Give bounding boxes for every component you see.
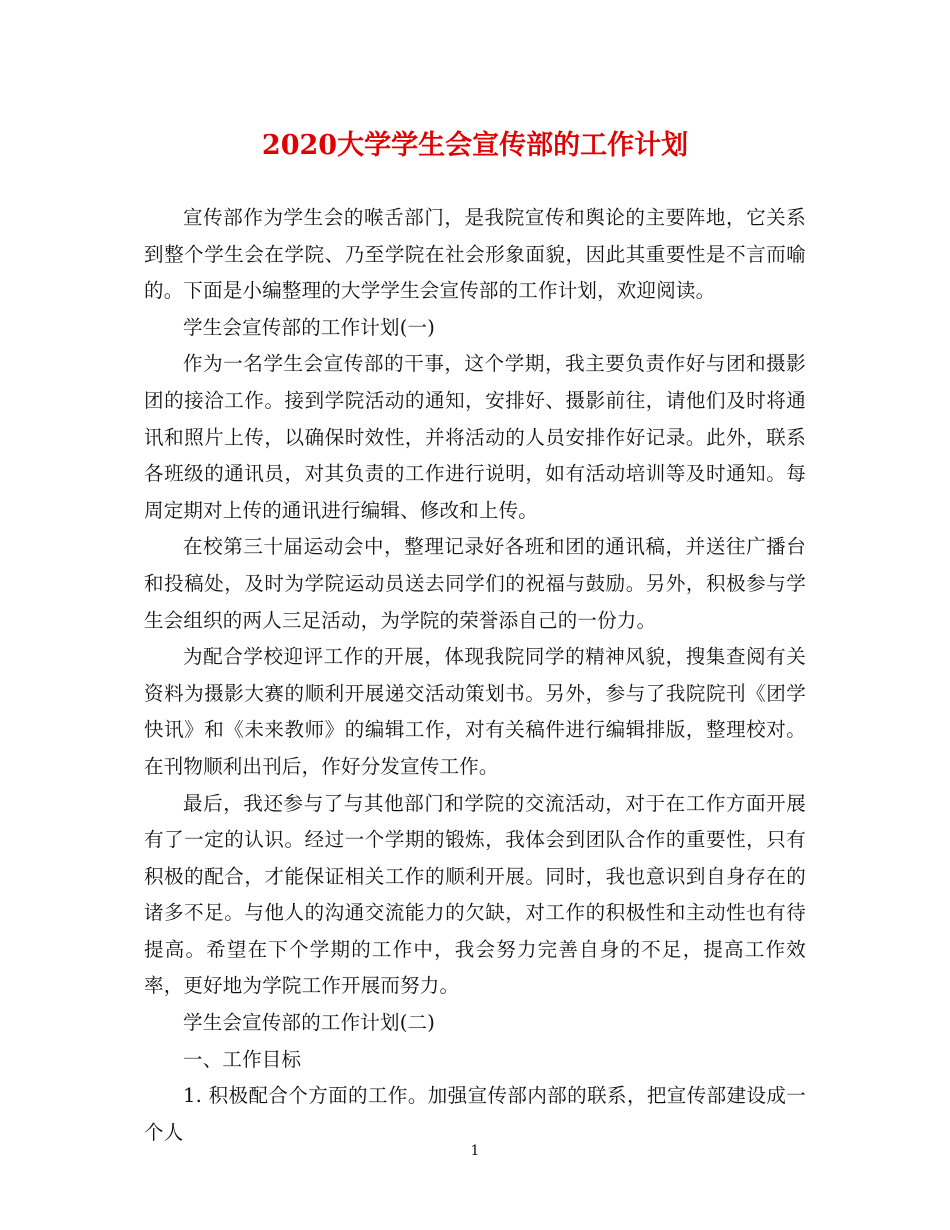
document-body xyxy=(144,200,806,1151)
paragraph-intro: 宣传部作为学生会的喉舌部门，是我院宣传和舆论的主要阵地，它关系到整个学生会在学院、乃至学院在社会形象面貌，因此其重要性是不言而喻的。下面是小编整理的大学学生会宣传部的工作计划，欢迎阅读。 xyxy=(144,206,806,303)
paragraph: 作为一名学生会宣传部的干事，这个学期，我主要负责作好与团和摄影团的接洽工作。接到学院活动的通知，安排好、摄影前往，请他们及时将通讯和照片上传，以确保时效性，并将活动的人员安排作好记录。此外，联系各班级的通讯员，对其负责的工作进行说明，如有活动培训等及时通知。每周定期对上传的通讯进行编辑、修改和上传。 xyxy=(144,352,806,522)
paragraph: 为配合学校迎评工作的开展，体现我院同学的精神风貌，搜集查阅有关资料为摄影大赛的顺利开展递交活动策划书。另外，参与了我院院刊《团学快讯》和《未来教师》的编辑工作，对有关稿件进行编辑排版，整理校对。在刊物顺利出刊后，作好分发宣传工作。 xyxy=(144,645,806,778)
document-title: 2020大学学生会宣传部的工作计划 xyxy=(261,130,689,161)
paragraph: 在校第三十届运动会中，整理记录好各班和团的通讯稿，并送往广播台和投稿处，及时为学院运动员送去同学们的祝福与鼓励。另外，积极参与学生会组织的两人三足活动，为学院的荣誉添自己的一份力。 xyxy=(144,535,806,632)
page-number: 1 xyxy=(470,1143,480,1159)
section-heading-plan-one: 学生会宣传部的工作计划(一) xyxy=(183,315,436,339)
section-heading-plan-two: 学生会宣传部的工作计划(二) xyxy=(183,1011,436,1035)
list-item: 1. 积极配合个方面的工作。加强宣传部内部的联系，把宣传部建设成一个人 xyxy=(144,1084,806,1144)
paragraph: 最后，我还参与了与其他部门和学院的交流活动，对于在工作方面开展有了一定的认识。经过一个学期的锻炼，我体会到团队合作的重要性，只有积极的配合，才能保证相关工作的顺利开展。同时，我也意识到自身存在的诸多不足。与他人的沟通交流能力的欠缺，对工作的积极性和主动性也有待提高。希望在下个学期的工作中，我会努力完善自身的不足，提高工作效率，更好地为学院工作开展而努力。 xyxy=(144,791,806,998)
subheading-work-goals: 一、工作目标 xyxy=(183,1047,302,1071)
